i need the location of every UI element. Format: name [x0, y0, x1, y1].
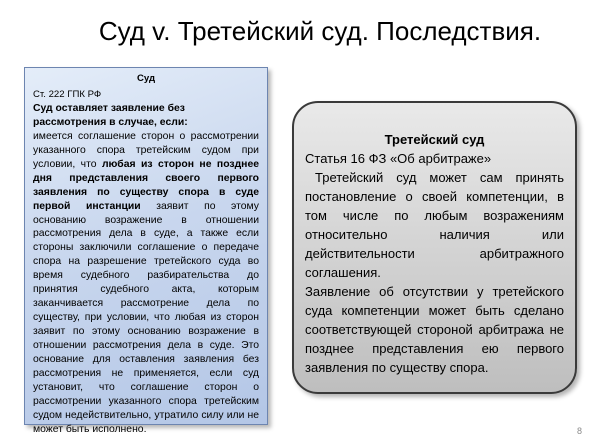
- court-lead-statement: Суд оставляет заявление без рассмотрения в случае, если:: [33, 102, 188, 128]
- arbitration-paragraph-competence: Третейский суд может сам принять постановление о своей компетенции, в том числе по любым возражениям относительно наличия или действительности арбитражного соглашения.: [305, 170, 564, 280]
- arbitration-info-box: [292, 101, 577, 394]
- arbitration-box-title: Третейский суд: [384, 132, 485, 147]
- court-body-text: [33, 130, 259, 437]
- slide-title: Суд v. Третейский суд. Последствия.: [98, 16, 542, 46]
- page-number: 8: [576, 426, 582, 436]
- court-info-box: [24, 67, 268, 435]
- court-body-text-part2: заявит по этому основанию возражение в отношении рассмотрения дела в суде, а также если стороны заключили соглашение о передаче спора на разрешение третейского суда во время судебного разбирательства до принятия судебного акта, которым заканчивается рассмотрение дела по существу, при условии, что любая из сторон заявит по этому основанию возражение в отношении рассмотрения дела в суде. Это основание для оставления заявления без рассмотрения не применяется, если суд установит, что соглашение сторон о рассмотрении указанного спора третейским судом недействительно, утратило силу или не может быть исполнено.: [33, 200, 259, 435]
- court-body-text-bold: любая из сторон не позднее дня представления своего первого заявления по существу спора в суде первой инстанции: [33, 158, 259, 212]
- court-box-heading: Суд: [136, 73, 156, 84]
- arbitration-law-reference: Статья 16 ФЗ «Об арбитраже»: [305, 151, 492, 166]
- court-body-text-part1: имеется соглашение сторон о рассмотрении указанного спора третейским судом при условии, что: [33, 130, 259, 170]
- court-article-reference: Ст. 222 ГПК РФ: [33, 88, 102, 100]
- arbitration-paragraph-objection: Заявление об отсутствии у третейского суда компетенции может быть сделано соответствующей стороной арбитража не позднее представления ею первого заявления по существу спора.: [305, 284, 564, 375]
